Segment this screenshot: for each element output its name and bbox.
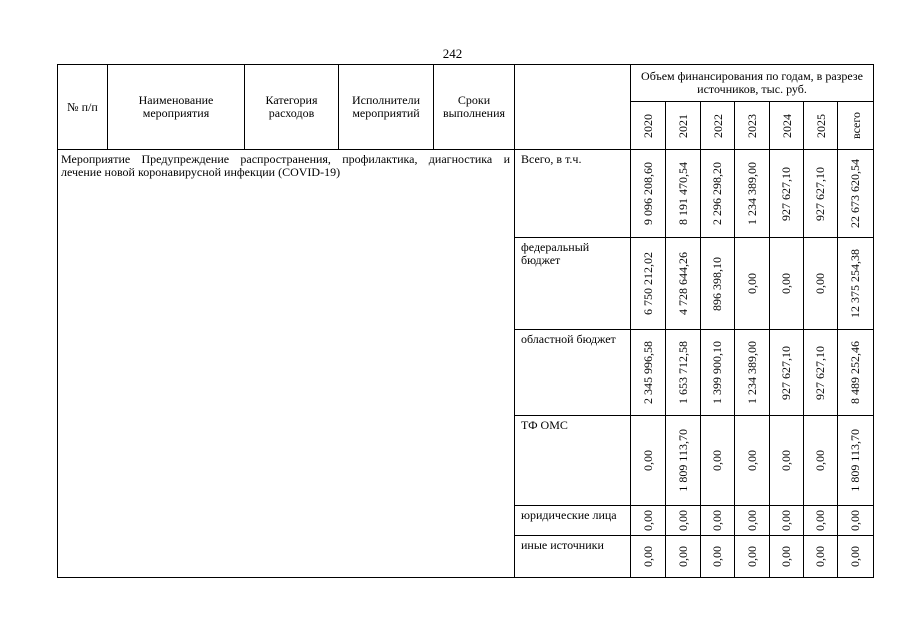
year-2023: 2023 [735, 102, 770, 150]
value-cell: 1 234 389,00 [735, 330, 770, 416]
value-cell: 0,00 [770, 536, 804, 578]
header-name: Наименование мероприятия [108, 65, 245, 150]
value-cell: 0,00 [770, 506, 804, 536]
header-num: № п/п [58, 65, 108, 150]
source-label: юридические лица [515, 506, 631, 536]
value-cell: 0,00 [701, 416, 735, 506]
value-cell: 9 096 208,60 [631, 150, 666, 238]
header-financing: Объем финансирования по годам, в разрезе источников, тыс. руб. [631, 65, 874, 102]
value-cell: 927 627,10 [770, 330, 804, 416]
value-cell: 0,00 [735, 238, 770, 330]
value-cell: 0,00 [666, 506, 701, 536]
value-cell: 1 234 389,00 [735, 150, 770, 238]
value-cell: 8 489 252,46 [838, 330, 874, 416]
value-cell: 22 673 620,54 [838, 150, 874, 238]
activity-description: Мероприятие Предупреждение распространения, профилактика, диагностика и лечение новой коронавирусной инфекции (COVID-19) [58, 150, 515, 578]
financing-table [57, 64, 874, 578]
source-label: Всего, в т.ч. [515, 150, 631, 238]
value-cell: 6 750 212,02 [631, 238, 666, 330]
value-cell: 927 627,10 [770, 150, 804, 238]
value-cell: 0,00 [735, 416, 770, 506]
year-total: всего [838, 102, 874, 150]
source-label: ТФ ОМС [515, 416, 631, 506]
year-2022: 2022 [701, 102, 735, 150]
value-cell: 1 653 712,58 [666, 330, 701, 416]
page-number: 242 [442, 46, 463, 61]
value-cell: 0,00 [770, 238, 804, 330]
value-cell: 1 399 900,10 [701, 330, 735, 416]
value-cell: 0,00 [735, 536, 770, 578]
header-terms: Сроки выполнения [434, 65, 515, 150]
year-2024: 2024 [770, 102, 804, 150]
value-cell: 0,00 [770, 416, 804, 506]
year-2020: 2020 [631, 102, 666, 150]
value-cell: 0,00 [666, 536, 701, 578]
value-cell: 0,00 [735, 506, 770, 536]
value-cell: 0,00 [804, 536, 838, 578]
value-cell: 0,00 [701, 536, 735, 578]
value-cell: 1 809 113,70 [666, 416, 701, 506]
value-cell: 0,00 [838, 536, 874, 578]
header-executors: Исполнители мероприятий [339, 65, 434, 150]
value-cell: 8 191 470,54 [666, 150, 701, 238]
value-cell: 0,00 [838, 506, 874, 536]
value-cell: 12 375 254,38 [838, 238, 874, 330]
value-cell: 2 345 996,58 [631, 330, 666, 416]
value-cell: 0,00 [631, 536, 666, 578]
year-2021: 2021 [666, 102, 701, 150]
source-label: иные источники [515, 536, 631, 578]
value-cell: 0,00 [804, 238, 838, 330]
source-label: областной бюджет [515, 330, 631, 416]
year-2025: 2025 [804, 102, 838, 150]
value-cell: 4 728 644,26 [666, 238, 701, 330]
value-cell: 0,00 [804, 506, 838, 536]
source-label: федеральный бюджет [515, 238, 631, 330]
value-cell: 0,00 [701, 506, 735, 536]
value-cell: 927 627,10 [804, 330, 838, 416]
value-cell: 0,00 [631, 506, 666, 536]
header-blank [515, 65, 631, 150]
header-category: Категория расходов [245, 65, 339, 150]
value-cell: 1 809 113,70 [838, 416, 874, 506]
value-cell: 896 398,10 [701, 238, 735, 330]
table-row [58, 150, 874, 238]
value-cell: 0,00 [631, 416, 666, 506]
value-cell: 2 296 298,20 [701, 150, 735, 238]
value-cell: 0,00 [804, 416, 838, 506]
value-cell: 927 627,10 [804, 150, 838, 238]
